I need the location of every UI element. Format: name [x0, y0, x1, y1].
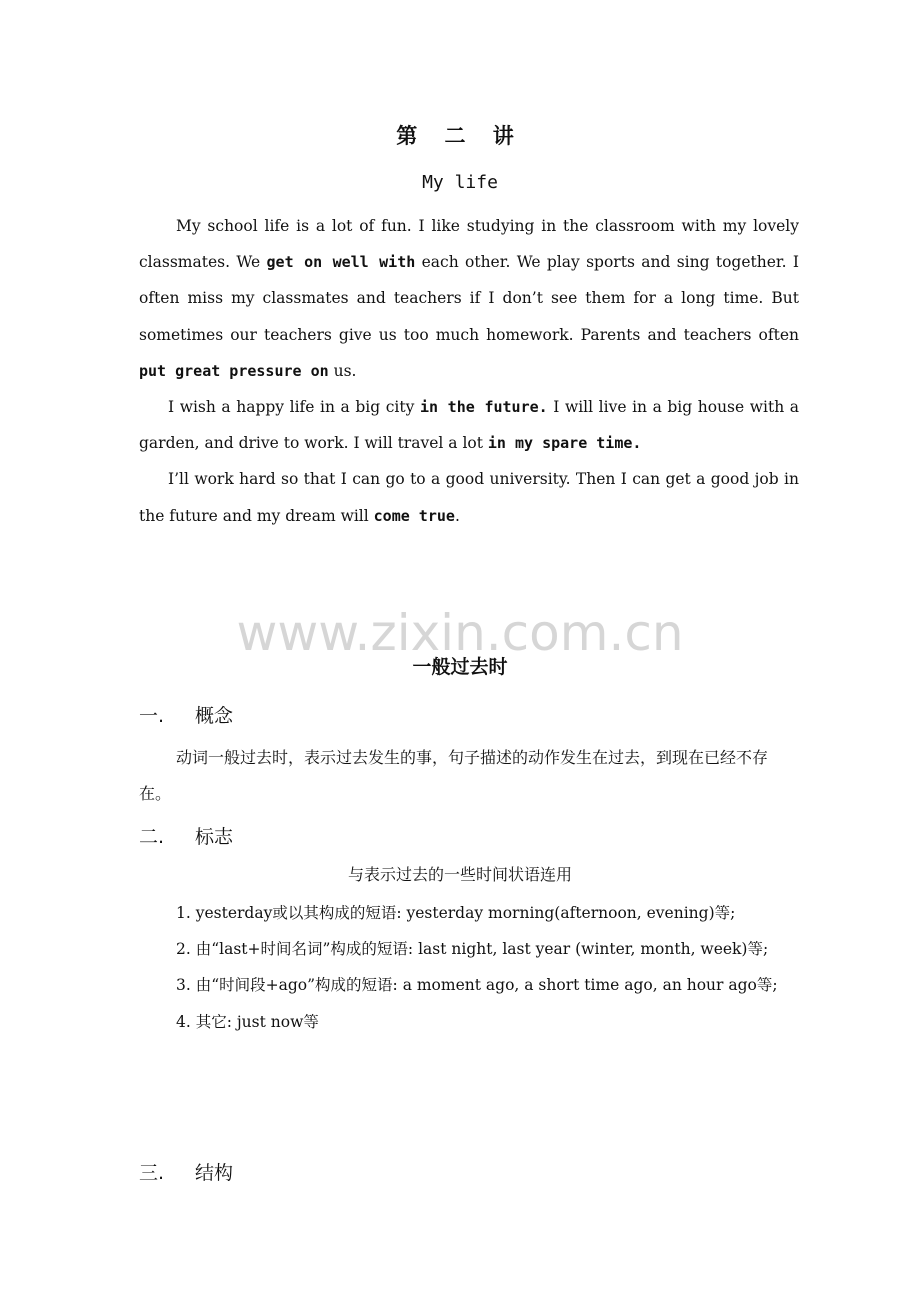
- list-item: 1. yesterday或以其构成的短语: yesterday morning(afternoon, evening)等;: [176, 904, 736, 922]
- section-label: 结构: [195, 1162, 234, 1184]
- essay-text: I will live in a big house with a garden, and drive to work. I will travel a lot: [139, 398, 800, 453]
- essay-paragraph-2: [139, 389, 799, 461]
- section-heading-structure: [139, 1158, 233, 1185]
- essay-body: [139, 208, 799, 534]
- section-number: 一.: [139, 705, 165, 727]
- essay-phrase: put great pressure on: [139, 361, 329, 380]
- section-heading-concept: [139, 701, 233, 728]
- list-item: 2. 由“last+时间名词”构成的短语: last night, last year (winter, month, week)等;: [176, 940, 769, 959]
- section-heading-markers: [139, 822, 233, 849]
- grammar-title: 一般过去时: [412, 656, 508, 678]
- essay-phrase: get on well with: [266, 253, 416, 272]
- essay-phrase: come true: [373, 506, 455, 525]
- essay-text: each other. We play sports and sing together. I often miss my classmates and teachers if I don’t see them for a long time. But sometimes our teachers give us too much homework. Parents and teachers often: [139, 253, 799, 344]
- markers-list: [139, 895, 823, 1040]
- essay-phrase: in the future.: [419, 398, 548, 417]
- essay-text: I wish a happy life in a big city: [168, 398, 420, 417]
- essay-text: us.: [328, 361, 357, 380]
- watermark: www.zixin.com.cn: [236, 604, 684, 662]
- list-item: 4. 其它: just now等: [176, 1012, 319, 1031]
- essay-text: .: [454, 506, 460, 525]
- section-label: 概念: [195, 705, 234, 727]
- section-number: 三.: [139, 1162, 165, 1184]
- essay-paragraph-3: [139, 461, 799, 533]
- lecture-title: 第 二 讲: [396, 124, 524, 148]
- section-number: 二.: [139, 826, 165, 848]
- essay-title: My life: [422, 172, 498, 193]
- list-item: 3. 由“时间段+ago”构成的短语: a moment ago, a short time ago, an hour ago等;: [176, 976, 778, 995]
- essay-paragraph-1: [139, 208, 799, 389]
- essay-text: My school life is a lot of fun. I like studying in the classroom with my lovely classmates. We: [139, 217, 799, 272]
- concept-text: 动词一般过去时，表示过去发生的事，句子描述的动作发生在过去，到现在已经不存在。: [139, 748, 769, 803]
- essay-text: I’ll work hard so that I can go to a good university. Then I can get a good job in the future and my dream will: [139, 470, 799, 525]
- markers-subtitle: 与表示过去的一些时间状语连用: [347, 865, 572, 884]
- essay-phrase: in my spare time.: [487, 434, 642, 453]
- section-label: 标志: [195, 826, 234, 848]
